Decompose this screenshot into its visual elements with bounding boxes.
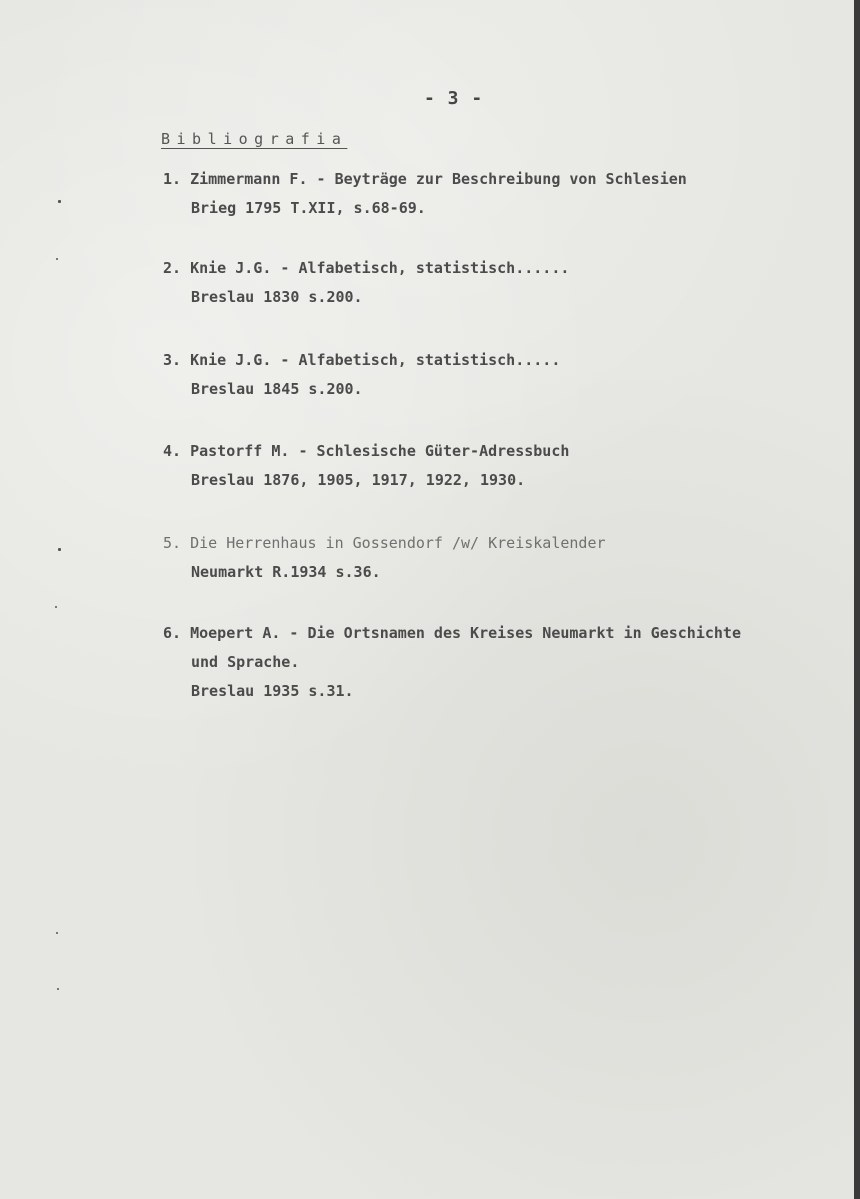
binding-mark — [56, 258, 58, 260]
bibliography-entry-5 — [163, 529, 606, 587]
binding-mark — [58, 548, 61, 551]
bibliography-entry-6 — [163, 619, 741, 706]
entry-3-line-2: Breslau 1845 s.200. — [191, 380, 363, 398]
entry-6-line-1: 6. Moepert A. - Die Ortsnamen des Kreises Neumarkt in Geschichte — [163, 624, 741, 642]
bibliography-heading: Bibliografia — [161, 130, 348, 148]
entry-3-line-1: 3. Knie J.G. - Alfabetisch, statistisch..... — [163, 351, 561, 369]
entry-5-line-1: 5. Die Herrenhaus in Gossendorf /w/ Kreiskalender — [163, 534, 606, 552]
entry-5-line-2: Neumarkt R.1934 s.36. — [191, 563, 381, 581]
bibliography-entry-4 — [163, 437, 569, 495]
entry-2-line-1: 2. Knie J.G. - Alfabetisch, statistisch...... — [163, 259, 570, 277]
binding-mark — [57, 988, 59, 990]
entry-1-line-1: 1. Zimmermann F. - Beyträge zur Beschreibung von Schlesien — [163, 170, 687, 188]
entry-6-line-3: Breslau 1935 s.31. — [191, 682, 354, 700]
binding-mark — [55, 606, 57, 608]
bibliography-entry-2 — [163, 254, 569, 312]
entry-4-line-2: Breslau 1876, 1905, 1917, 1922, 1930. — [191, 471, 526, 489]
entry-1-line-2: Brieg 1795 T.XII, s.68-69. — [191, 199, 426, 217]
bibliography-entry-1 — [163, 165, 687, 223]
page-number: - 3 - — [424, 88, 484, 109]
binding-mark — [56, 932, 58, 934]
page-edge — [854, 0, 860, 1199]
entry-2-line-2: Breslau 1830 s.200. — [191, 288, 363, 306]
binding-mark — [58, 200, 61, 203]
entry-6-line-2: und Sprache. — [191, 653, 300, 671]
entry-4-line-1: 4. Pastorff M. - Schlesische Güter-Adressbuch — [163, 442, 570, 460]
bibliography-entry-3 — [163, 346, 560, 404]
